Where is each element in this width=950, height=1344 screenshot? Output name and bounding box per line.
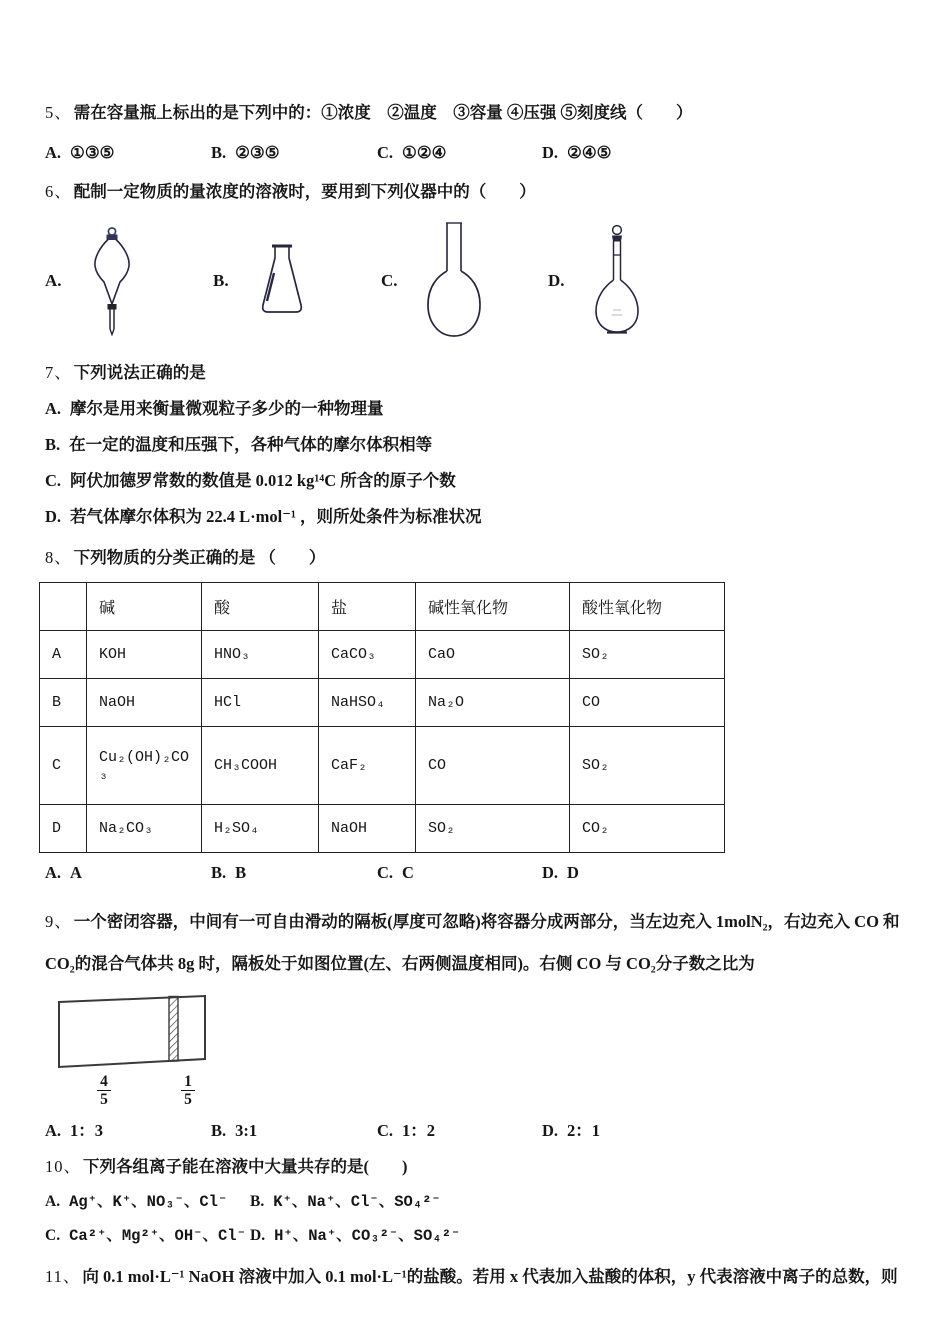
sliding-partition [169, 997, 178, 1062]
question-5-number: 5、 [45, 103, 72, 122]
right-volume-fraction: $\frac{1}{5}$ [179, 1073, 197, 1108]
table-row: D Na₂CO₃ H₂SO₄ NaOH SO₂ CO₂ [40, 805, 725, 853]
option-c: C. Ca²⁺、Mg²⁺、OH⁻、Cl⁻ [45, 1227, 246, 1245]
option-b: B. B [211, 863, 247, 882]
table-row: A KOH HNO₃ CaCO₃ CaO SO₂ [40, 631, 725, 679]
question-7-option-b: B. 在一定的温度和压强下，各种气体的摩尔体积相等 [45, 435, 433, 454]
question-5-text: 需在容量瓶上标出的是下列中的：①浓度 ②温度 ③容量 ④压强 ⑤刻度线（ ） [73, 103, 693, 122]
question-6-number: 6、 [45, 182, 72, 201]
question-7-number: 7、 [45, 363, 72, 382]
question-8 [45, 539, 905, 576]
question-5 [45, 94, 905, 131]
question-7-option-c: C. 阿伏加德罗常数的数值是 0.012 kg¹⁴C 所含的原子个数 [45, 471, 456, 490]
volumetric-flask-icon [590, 224, 646, 338]
question-8-text: 下列物质的分类正确的是 （ ） [73, 548, 326, 567]
option-c: C. 1：2 [377, 1121, 436, 1140]
question-11-text: 向 0.1 mol·L⁻¹ NaOH 溶液中加入 0.1 mol·L⁻¹的盐酸。若用 x 代表加入盐酸的体积，y 代表溶液中离子的总数，则 [82, 1267, 898, 1286]
option-d: D. D [542, 863, 579, 882]
table-header-row [40, 583, 725, 631]
question-7-option-a: A. 摩尔是用来衡量微观粒子多少的一种物理量 [45, 399, 384, 418]
left-volume-fraction: $\frac{4}{5}$ [95, 1073, 113, 1108]
sealed-container-figure [55, 993, 215, 1071]
option-a: A. 1：3 [45, 1121, 104, 1140]
column-header: 盐 [319, 583, 416, 631]
question-10 [45, 1149, 905, 1185]
question-9-options [45, 1113, 905, 1149]
question-7 [45, 354, 905, 391]
table-row: C Cu₂(OH)₂CO ₃ CH₃COOH CaF₂ CO SO₂ [40, 727, 725, 805]
table-row: B NaOH HCl NaHSO₄ Na₂O CO [40, 679, 725, 727]
option-d: D. ②④⑤ [542, 143, 612, 162]
question-9-line2: CO₂的混合气体共 8g 时，隔板处于如图位置(左、右两侧温度相同)。右侧 CO 与 CO₂分子数之比为 [45, 954, 755, 973]
erlenmeyer-flask-icon [254, 243, 310, 319]
column-header: 酸 [202, 583, 319, 631]
option-d: D. H⁺、Na⁺、CO₃²⁻、SO₄²⁻ [250, 1227, 461, 1245]
question-6-apparatus [45, 214, 905, 348]
option-c: C. ①②④ [377, 143, 447, 162]
question-10-options-row1 [45, 1185, 905, 1219]
option-b: B. ②③⑤ [211, 143, 280, 162]
question-7-text: 下列说法正确的是 [73, 363, 206, 382]
question-9-number: 9、 [45, 912, 72, 931]
question-5-options [45, 133, 905, 173]
option-a: A. Ag⁺、K⁺、NO₃⁻、Cl⁻ [45, 1193, 228, 1211]
separatory-funnel-icon [87, 226, 137, 336]
question-8-number: 8、 [45, 548, 72, 567]
round-bottom-flask-icon [423, 221, 485, 341]
column-header: 碱 [87, 583, 202, 631]
apparatus-b: B. [213, 243, 381, 319]
apparatus-c: C. [381, 221, 548, 341]
option-b: B. 3:1 [211, 1121, 258, 1140]
question-10-text: 下列各组离子能在溶液中大量共存的是( ) [83, 1157, 408, 1176]
question-6-text: 配制一定物质的量浓度的溶液时，要用到下列仪器中的（ ） [73, 182, 536, 201]
question-7-option-d: D. 若气体摩尔体积为 22.4 L·mol⁻¹ ，则所处条件为标准状况 [45, 507, 482, 526]
option-a: A. A [45, 863, 82, 882]
question-11-number: 11、 [45, 1267, 81, 1286]
question-11 [45, 1257, 905, 1297]
column-header [40, 583, 87, 631]
column-header: 酸性氧化物 [570, 583, 725, 631]
question-9-line1: 9、 一个密闭容器，中间有一可自由滑动的隔板(厚度可忽略)将容器分成两部分，当左边充入 1molN₂，右边充入 CO 和 [45, 912, 900, 931]
question-10-options-row2 [45, 1219, 905, 1253]
column-header: 碱性氧化物 [416, 583, 570, 631]
option-c: C. C [377, 863, 414, 882]
option-a: A. ①③⑤ [45, 143, 115, 162]
container-diagram [55, 993, 255, 1111]
classification-table [39, 582, 725, 853]
apparatus-d: D. [548, 224, 716, 338]
apparatus-a: A. [45, 226, 213, 336]
question-6 [45, 173, 905, 210]
question-8-options [45, 853, 905, 893]
question-10-number: 10、 [45, 1157, 81, 1176]
option-d: D. 2：1 [542, 1121, 601, 1140]
option-b: B. K⁺、Na⁺、Cl⁻、SO₄²⁻ [250, 1193, 441, 1211]
